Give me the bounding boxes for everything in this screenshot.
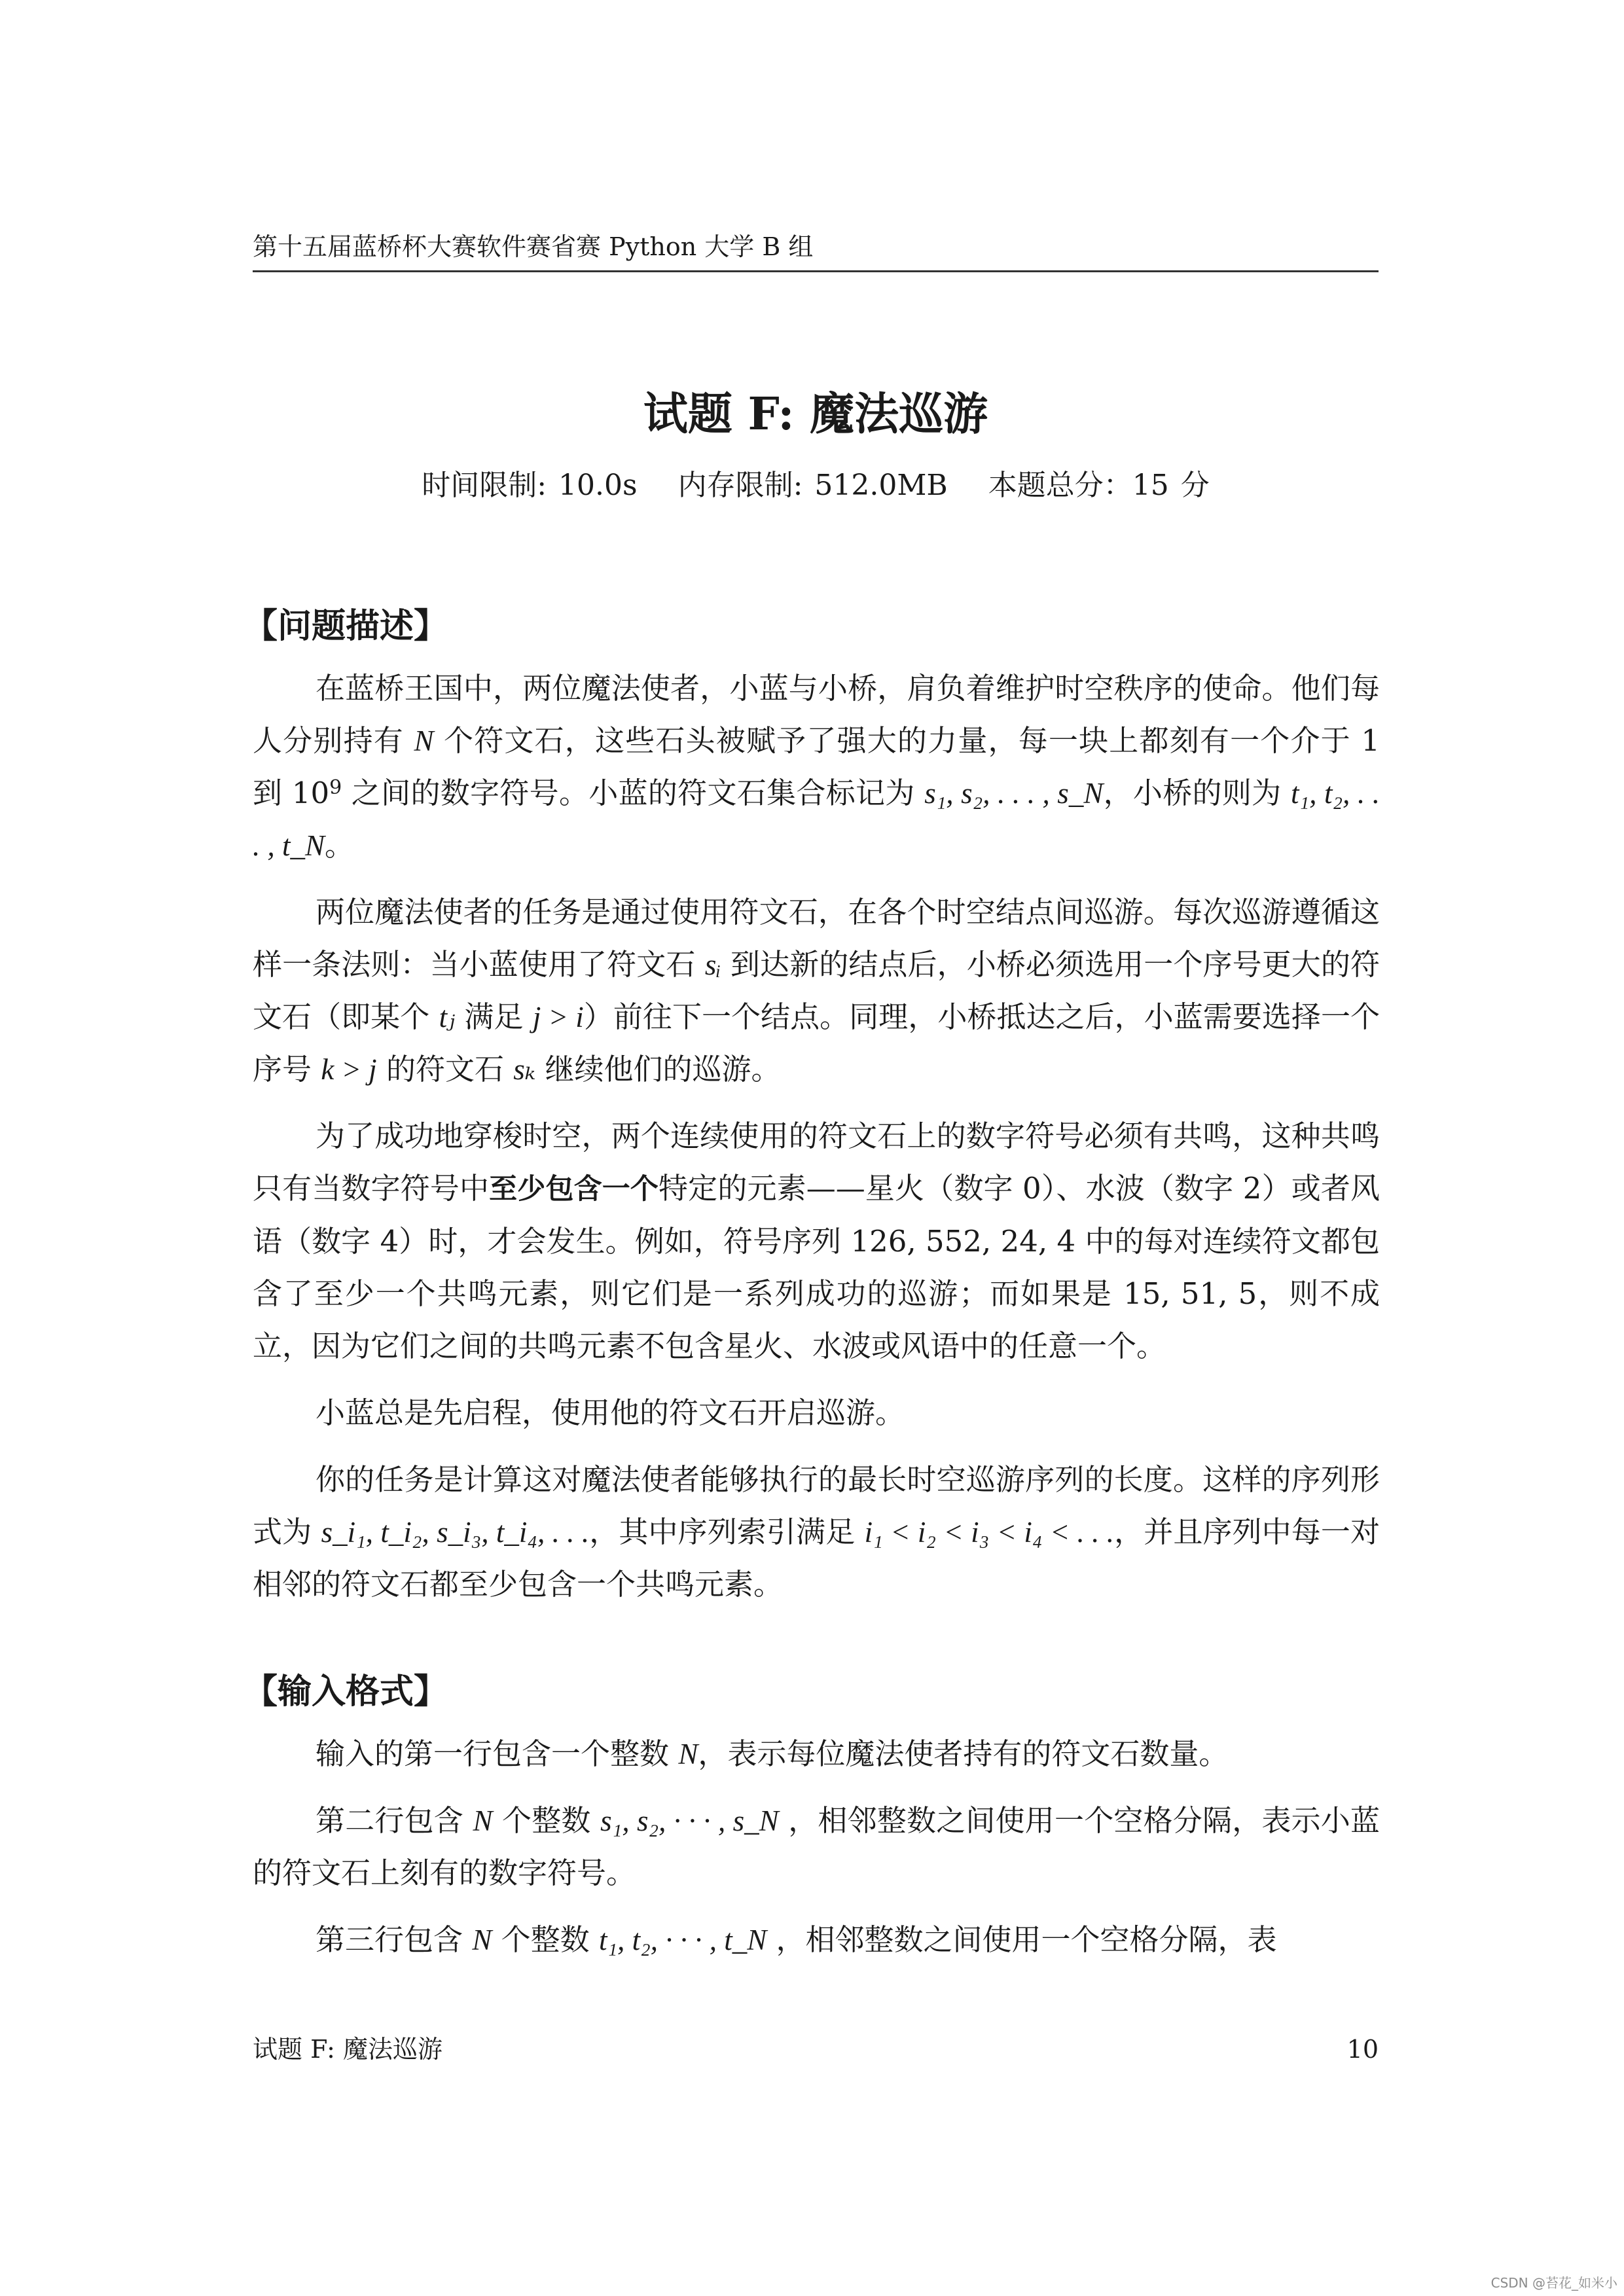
t-sequence: t₁, t₂, . . . , t_N [253,777,1380,862]
section-title-description: 【问题描述】 [244,607,448,646]
running-header: 第十五届蓝桥杯大赛软件赛省赛 Python 大学 B 组 [253,232,814,261]
header-rule [253,270,1379,272]
memory-limit: 内存限制: 512.0MB [677,469,948,502]
description-paragraph-3: 为了成功地穿梭时空，两个连续使用的符文石上的数字符号必须有共鸣，这种共鸣只有当数字符号中至少包含一个特定的元素——星火（数字 0）、水波（数字 2）或者风语（数字 4）时，才会发生。例如，符号序列 126, 552, 24, 4 中的每对连续符文都包含了至少一个共鸣元素，则它们是一系列成功的巡游；而如果是 15, 51, 5，则不成立，因为它们之间的共鸣元素不包含星火、水波或风语中的任意一个。 [253,1119,1380,1363]
total-score: 本题总分：15 分 [988,469,1210,502]
problem-title: 试题 F: 魔法巡游 [643,388,988,440]
input-format [253,1728,1380,1966]
page-number: 10 [1346,2035,1379,2064]
section-title-input: 【输入格式】 [244,1672,448,1712]
description-paragraph-5: 你的任务是计算这对魔法使者能够执行的最长时空巡游序列的长度。这样的序列形式为 s_i₁, t_i₂, s_i₃, t_i₄, . . .，其中序列索引满足 i₁ < i₂ < i₃ < i₄ < . . .，并且序列中每一对相邻的符文石都至少包含一个共鸣元素。 [253,1462,1380,1602]
description-paragraph-2: 两位魔法使者的任务是通过使用符文石，在各个时空结点间巡游。每次巡游遵循这样一条法则：当小蓝使用了符文石 sᵢ 到达新的结点后，小桥必须选用一个序号更大的符文石（即某个 tⱼ 满足 j > i）前往下一个结点。同理，小桥抵达之后，小蓝需要选择一个序号 k > j 的符文石 sₖ 继续他们的巡游。 [253,895,1380,1086]
input-line-2: 第二行包含 N 个整数 s₁, s₂, · · · , s_N ，相邻整数之间使用一个空格分隔，表示小蓝的符文石上刻有的数字符号。 [253,1803,1380,1890]
watermark: CSDN @苔花_如米小 [1490,2275,1617,2291]
input-line-3: 第三行包含 N 个整数 t₁, t₂, · · · , t_N ，相邻整数之间使用一个空格分隔，表 [316,1922,1277,1957]
s-sequence: s₁, s₂, . . . , s_N [924,777,1104,810]
problem-limits [253,466,1379,505]
time-limit: 时间限制: 10.0s [422,469,638,502]
footer-title: 试题 F: 魔法巡游 [253,2035,442,2064]
emphasis-text: 至少包含一个 [489,1173,659,1206]
problem-description [253,662,1380,1611]
description-paragraph-1: 在蓝桥王国中，两位魔法使者，小蓝与小桥，肩负着维护时空秩序的使命。他们每人分别持有 N 个符文石，这些石头被赋予了强大的力量，每一块上都刻有一个介于 1 到 $10^9$ 之间的数字符号。小蓝的符文石集合标记为 s₁, s₂, . . . , s_N，小桥的则为 t₁, t₂, . . . , t_N。 [253,671,1380,863]
input-line-1: 输入的第一行包含一个整数 N，表示每位魔法使者持有的符文石数量。 [316,1736,1229,1771]
description-paragraph-4: 小蓝总是先启程，使用他的符文石开启巡游。 [316,1395,905,1430]
